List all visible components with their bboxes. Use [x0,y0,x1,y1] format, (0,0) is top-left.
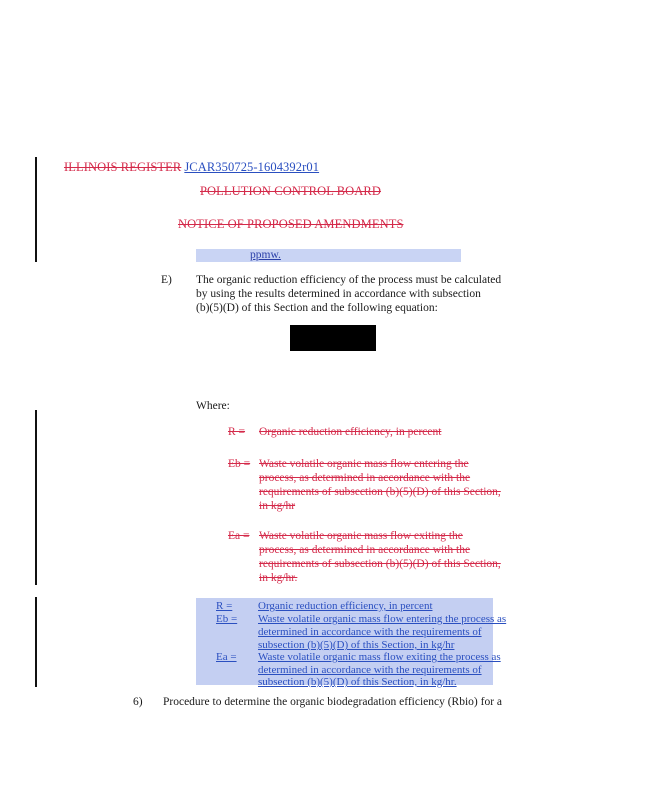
deleted-ea-symbol: Ea = [228,530,250,542]
inserted-eb-symbol: Eb = [216,613,238,625]
board-title: POLLUTION CONTROL BOARD [200,184,381,198]
inserted-eb-line: determined in accordance with the requirements of [258,626,482,638]
item-e-line3: (b)(5)(D) of this Section and the following equation: [196,302,438,314]
ppmw-text: ppmw. [250,249,281,261]
deleted-ea-line: in kg/hr. [259,572,298,584]
deleted-ea-line: Waste volatile organic mass flow exiting the [259,530,463,542]
item-e-line1: The organic reduction efficiency of the process must be calculated [196,274,502,286]
inserted-r-symbol: R = [216,600,233,612]
notice-title: NOTICE OF PROPOSED AMENDMENTS [178,217,404,231]
change-bar-top [35,157,37,262]
deleted-ea-line: requirements of subsection (b)(5)(D) of this Section, [259,558,501,570]
inserted-ea-line: determined in accordance with the requirements of [258,664,482,676]
deleted-eb-line: requirements of subsection (b)(5)(D) of this Section, [259,486,501,498]
deleted-eb-line: Waste volatile organic mass flow entering the [259,458,469,470]
change-bar-middle [35,410,37,585]
ppmw-highlight [196,249,461,262]
deleted-eb-line: process, as determined in accordance with the [259,472,471,484]
register-header [64,160,319,175]
equation-image [290,325,376,351]
inserted-ea-line: Waste volatile organic mass flow exiting the process as [258,651,501,663]
inserted-ea-symbol: Ea = [216,651,237,663]
deleted-eb-symbol: Eb = [228,458,251,470]
deleted-ea-line: process, as determined in accordance with the [259,544,471,556]
register-deleted: ILLINOIS REGISTER [64,160,182,174]
inserted-ea-line: subsection (b)(5)(D) of this Section, in kg/hr. [258,676,457,688]
item-e-line2: by using the results determined in accordance with subsection [196,288,481,300]
where-label: Where: [196,400,230,412]
item-6-text: Procedure to determine the organic biodegradation efficiency (Rbio) for a [163,696,503,708]
inserted-r-text: Organic reduction efficiency, in percent [258,600,433,612]
item-6-marker: 6) [133,696,143,708]
inserted-eb-line: subsection (b)(5)(D) of this Section, in kg/hr [258,639,455,651]
deleted-r-symbol: R = [228,426,246,438]
register-inserted: JCAR350725-1604392r01 [184,160,320,174]
deleted-eb-line: in kg/hr [259,500,296,512]
inserted-eb-line: Waste volatile organic mass flow entering the process as [258,613,507,625]
change-bar-bottom [35,597,37,687]
deleted-r-text: Organic reduction efficiency, in percent [259,426,442,438]
item-e-marker: E) [161,274,172,286]
